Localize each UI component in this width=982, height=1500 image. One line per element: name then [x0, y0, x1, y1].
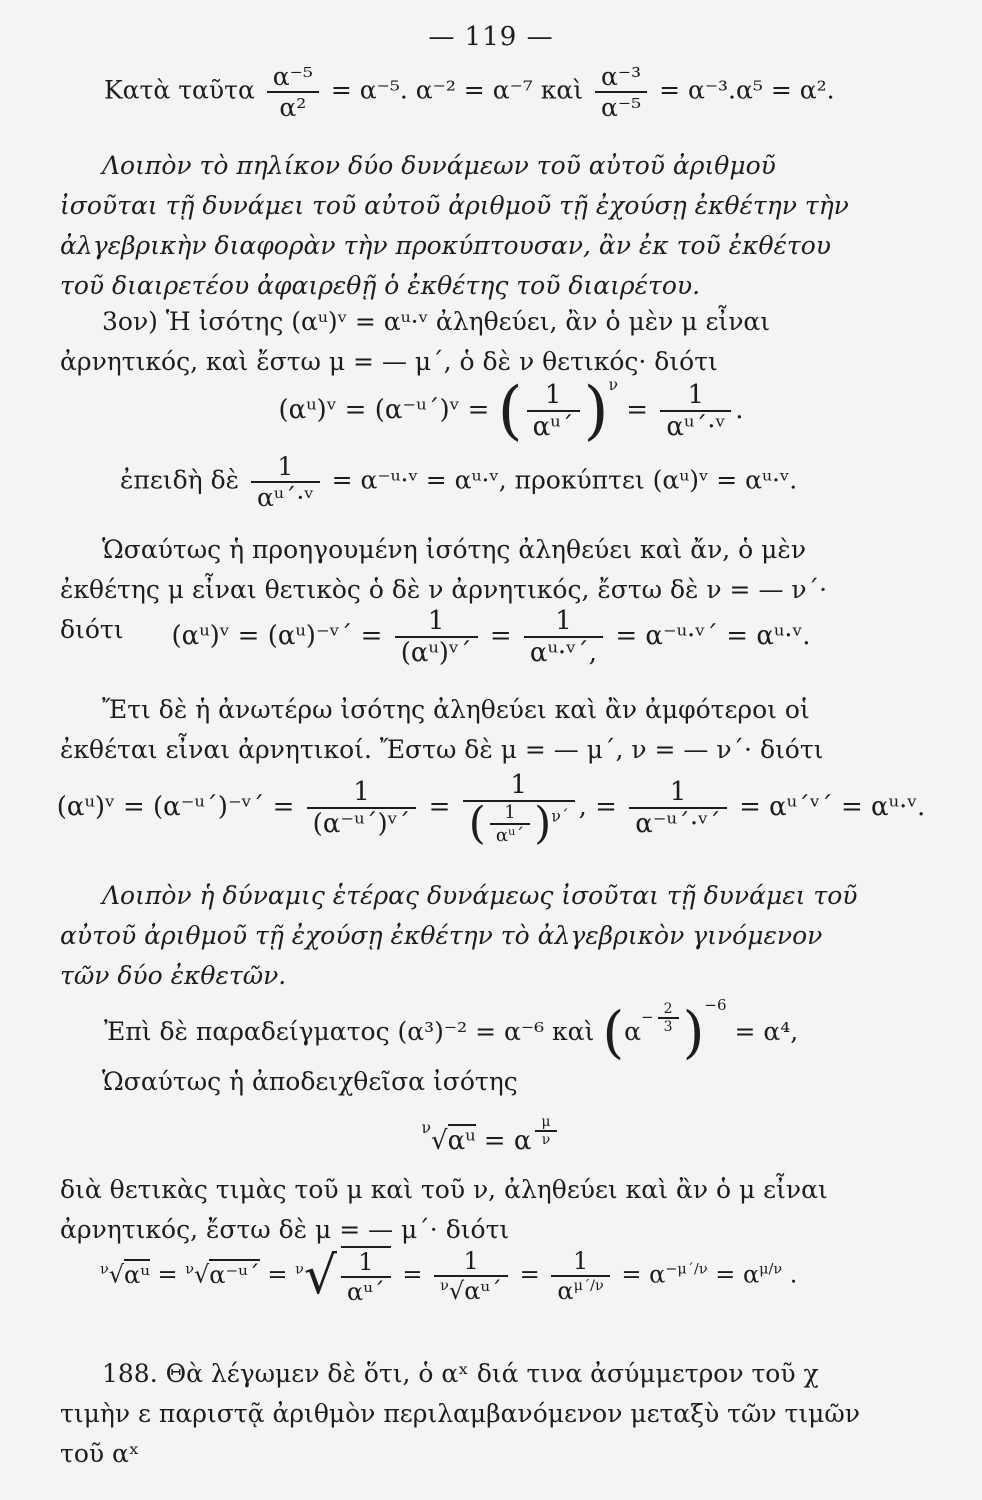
- eq4-inner-fraction: [490, 802, 530, 846]
- eq5-inner-num: 2: [663, 1001, 673, 1017]
- eq6-rhs-exp-den: ν: [535, 1130, 556, 1148]
- eq5-inner-exponent: [641, 1001, 683, 1035]
- eq5-prefix: Ἐπὶ δὲ παραδείγματος (α³)⁻² = α⁻⁶ καὶ: [104, 1017, 595, 1046]
- eq1-fraction-num: 1: [687, 380, 705, 410]
- eq4-comma: ,: [578, 792, 587, 822]
- eq7-equals-2: =: [267, 1260, 288, 1289]
- radical-icon: √: [430, 1126, 448, 1156]
- eq7-f2-den-exponent: μ΄/ν: [573, 1278, 604, 1294]
- eq4-f1-num: 1: [353, 777, 370, 807]
- eq6-rhs-base: α: [513, 1126, 532, 1156]
- eq7-fraction-1: [434, 1247, 508, 1305]
- eq4-f3-num: 1: [669, 777, 687, 807]
- eq7-equals-4: =: [519, 1260, 540, 1289]
- paragraph-4-text: Ἔτι δὲ ἡ ἀνωτέρω ἰσότης ἀληθεύει καὶ ἂν ἀμφότεροι οἱ ἐκθέται εἶναι ἀρνητικοί. Ἔστω δὲ μ = — μ΄, ν = — ν΄· διότι: [60, 695, 824, 764]
- eq7-fraction-2: [551, 1247, 609, 1305]
- eq4-f1-den: (α⁻ᵘ΄)ᵛ΄: [307, 807, 417, 839]
- paragraph-1-text: Λοιπὸν τὸ πηλίκον δύο δυνάμεων τοῦ αὐτοῦ ἀριθμοῦ ἰσοῦται τῇ δυνάμει τοῦ αὐτοῦ ἀριθμοῦ τῇ ἐχούσῃ ἐκθέτην τὴν ἀλγεβρικὴν διαφορὰν τὴν προκύπτουσαν, ἂν ἐκ τοῦ ἐκθέτου τοῦ διαιρετέου ἀφαιρεθῇ ὁ ἐκθέτης τοῦ διαιρέτου.: [60, 151, 849, 300]
- eq6-rhs-exponent: [531, 1114, 560, 1148]
- eq7-r1-radicand: αᵘ: [124, 1260, 150, 1289]
- eq4-end: = αᵘ΄ᵛ΄ = αᵘ·ᵛ.: [739, 792, 926, 822]
- radical-icon: √: [303, 1246, 337, 1306]
- eq7-f1-den-index: ν: [440, 1278, 449, 1294]
- fraction-1-denominator: α²: [267, 91, 319, 122]
- eq7-f2-den: [551, 1275, 609, 1305]
- eq5-inner-fraction: [658, 1001, 679, 1035]
- eq7-exponent-1: −μ΄/ν: [665, 1261, 708, 1278]
- eq2-rest: = α⁻ᵘ·ᵛ = αᵘ·ᵛ, προκύπτει (αᵘ)ᵛ = αᵘ·ᵛ.: [331, 465, 798, 495]
- equation-1: [0, 374, 982, 448]
- eq1-left: (αᵘ)ᵛ = (α⁻ᵘ΄)ᵛ =: [278, 395, 490, 425]
- eq1-paren-exponent: ν: [608, 376, 619, 394]
- eq4-inner-exponent: ν΄: [551, 807, 569, 826]
- kata-middle: = α⁻⁵. α⁻² = α⁻⁷ καὶ: [330, 75, 584, 105]
- eq7-equals-3: =: [402, 1260, 423, 1289]
- paragraph-both-negative: [60, 690, 870, 770]
- eq7-r3-fraction: [341, 1246, 391, 1306]
- equation-3: [0, 606, 982, 668]
- eq1-end: .: [735, 395, 744, 425]
- eq1-paren-num: 1: [544, 380, 562, 410]
- eq5-inner-den: 3: [658, 1017, 679, 1035]
- paragraph-negative-mu: [60, 1170, 870, 1250]
- eq7-equals-5: = α: [621, 1260, 666, 1289]
- eq1-equals: =: [626, 395, 649, 425]
- eq3-fraction-1: [395, 606, 478, 668]
- eq4-fraction-3: [629, 777, 727, 839]
- eq2-fraction: [251, 452, 320, 512]
- eq7-r3-num: 1: [358, 1248, 374, 1276]
- fraction-2-denominator: α⁻⁵: [595, 91, 647, 122]
- eq7-r2-index: ν: [185, 1261, 194, 1278]
- eq7-r3-index: ν: [295, 1261, 304, 1278]
- equation-4: [0, 770, 982, 849]
- eq3-end: = α⁻ᵘ·ᵛ΄ = αᵘ·ᵛ.: [615, 621, 811, 651]
- eq7-f1-num: 1: [463, 1247, 479, 1275]
- eq3-f1-num: 1: [427, 606, 445, 636]
- eq7-exponent-2: μ/ν: [759, 1261, 783, 1278]
- eq7-f2-den-base: α: [557, 1277, 574, 1305]
- fraction-2-numerator: α⁻³: [601, 62, 642, 91]
- eq1-paren-fraction: [527, 380, 580, 442]
- radical-icon: √: [448, 1277, 465, 1305]
- radical-icon: √: [193, 1260, 210, 1289]
- eq1-open-paren: (: [497, 374, 523, 448]
- paragraph-5-text: Λοιπὸν ἡ δύναμις ἑτέρας δυνάμεως ἰσοῦται τῇ δυνάμει τοῦ αὐτοῦ ἀριθμοῦ τῇ ἐχούσῃ ἐκθέτην τὸ ἀλγεβρικὸν γινόμενον τῶν δύο ἐκθετῶν.: [60, 881, 858, 990]
- eq3-equals: =: [489, 621, 512, 651]
- eq1-fraction-den: αᵘ΄·ᵛ: [660, 410, 731, 442]
- eq5-close-paren: ): [682, 1000, 705, 1066]
- eq7-equals-1: =: [157, 1260, 178, 1289]
- eq5-open-paren: (: [602, 1000, 625, 1066]
- eq4-close-paren: ): [534, 798, 552, 849]
- eq3-f1-den: (αᵘ)ᵛ΄: [395, 636, 478, 668]
- radical-icon: √: [108, 1260, 125, 1289]
- eq5-inner-sign: −: [641, 1008, 654, 1026]
- eq3-left: (αᵘ)ᵛ = (αᵘ)⁻ᵛ΄ =: [171, 621, 383, 651]
- equation-5: [104, 996, 799, 1066]
- eq5-outer-exponent: −6: [704, 996, 727, 1014]
- eq6-rhs-exp-num: μ: [541, 1114, 551, 1130]
- eq1-close-paren: ): [583, 374, 609, 448]
- eq4-fraction-2: [463, 770, 575, 849]
- eq4-f2-den: [463, 798, 575, 849]
- paragraph-proven-identity: [60, 1062, 870, 1102]
- eq1-fraction: [660, 380, 731, 442]
- fraction-2: [595, 62, 647, 122]
- eq4-equals-1: =: [428, 792, 451, 822]
- eq6-rhs-exp-fraction: [535, 1114, 556, 1148]
- paragraph-7-text: διὰ θετικὰς τιμὰς τοῦ μ καὶ τοῦ ν, ἀληθεύει καὶ ἂν ὁ μ εἶναι ἀρνητικός, ἔστω δὲ μ = — μ΄· διότι: [60, 1175, 828, 1244]
- eq7-equals-6: = α: [715, 1260, 760, 1289]
- eq7-end: .: [789, 1260, 798, 1289]
- eq4-f3-den: α⁻ᵘ΄·ᵛ΄: [629, 807, 727, 839]
- paragraph-quotient-rule: [60, 146, 870, 306]
- eq7-r3-den: αᵘ΄: [341, 1276, 391, 1306]
- paragraph-case-3: [60, 302, 870, 382]
- eq5-base: α: [624, 1017, 642, 1046]
- equation-kata-tauta: [104, 62, 835, 122]
- eq4-inner-den: αᵘ΄: [490, 823, 530, 846]
- fraction-1: [267, 62, 319, 122]
- paragraph-188: [60, 1354, 870, 1474]
- eq6-root-index: ν: [421, 1119, 431, 1137]
- kata-prefix: Κατὰ ταῦτα: [104, 75, 255, 105]
- paragraph-3-text: Ὡσαύτως ἡ προηγουμένη ἰσότης ἀληθεύει καὶ ἄν, ὁ μὲν ἐκθέτης μ εἶναι θετικὸς ὁ δὲ ν ἀρνητικός, ἔστω δὲ ν = — ν΄· διότι: [60, 535, 828, 644]
- eq4-fraction-1: [307, 777, 417, 839]
- eq4-f2-num: 1: [510, 770, 527, 800]
- eq2-fraction-num: 1: [277, 452, 294, 481]
- eq7-f1-den: [434, 1275, 508, 1305]
- paragraph-6-text: Ὡσαύτως ἡ ἀποδειχθεῖσα ἰσότης: [102, 1067, 518, 1096]
- eq7-r2-radicand: α⁻ᵘ΄: [209, 1260, 260, 1289]
- eq2-prefix: ἐπειδὴ δὲ: [120, 465, 240, 495]
- eq7-r1-index: ν: [100, 1261, 109, 1278]
- eq2-fraction-den: αᵘ΄·ᵛ: [251, 481, 320, 512]
- paragraph-8-text: 188. Θὰ λέγωμεν δὲ ὅτι, ὁ αˣ διά τινα ἀσύμμετρον τοῦ χ τιμὴν ε παριστᾷ ἀριθμὸν περιλαμβανόμενον μεταξὺ τῶν τιμῶν τοῦ αˣ: [60, 1359, 860, 1468]
- eq4-left: (αᵘ)ᵛ = (α⁻ᵘ΄)⁻ᵛ΄ =: [56, 792, 295, 822]
- eq4-equals-2: =: [595, 792, 617, 822]
- eq4-inner-num: 1: [504, 802, 516, 823]
- fraction-1-numerator: α⁻⁵: [272, 62, 313, 91]
- eq5-end: = α⁴,: [734, 1017, 799, 1046]
- kata-end: = α⁻³.α⁵ = α².: [659, 75, 835, 105]
- eq4-open-paren: (: [468, 798, 486, 849]
- page-number: — 119 —: [428, 22, 554, 52]
- paragraph-2-text: 3ον) Ἡ ἰσότης (αᵘ)ᵛ = αᵘ·ᵛ ἀληθεύει, ἂν ὁ μὲν μ εἶναι ἀρνητικός, καὶ ἔστω μ = — μ΄, ὁ δὲ ν θετικός· διότι: [60, 307, 771, 376]
- paragraph-power-rule: [60, 876, 870, 996]
- eq7-f2-num: 1: [572, 1247, 589, 1275]
- equation-6: [0, 1114, 982, 1156]
- eq6-radicand: αᵘ: [447, 1126, 476, 1156]
- equation-7: [100, 1246, 797, 1306]
- eq1-paren-den: αᵘ΄: [527, 410, 580, 442]
- eq7-f1-den-radicand: αᵘ΄: [464, 1277, 502, 1305]
- eq6-equals: =: [483, 1126, 506, 1156]
- eq3-f2-den: αᵘ·ᵛ΄,: [524, 636, 603, 668]
- equation-2: [120, 452, 797, 512]
- eq3-fraction-2: [524, 606, 603, 668]
- eq3-f2-num: 1: [555, 606, 572, 636]
